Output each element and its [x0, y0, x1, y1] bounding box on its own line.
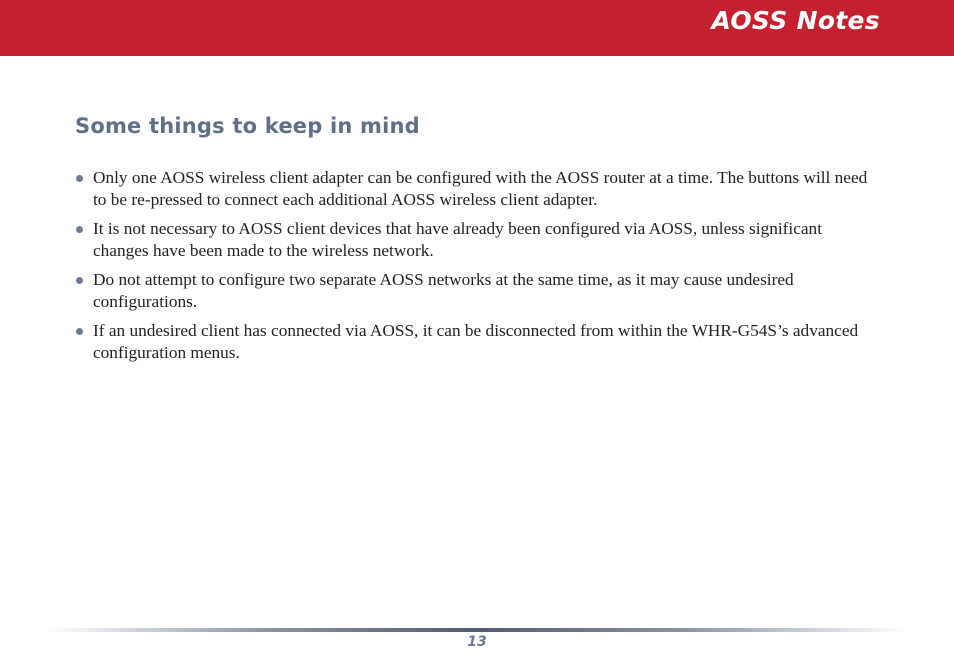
- bullet-icon: [76, 226, 83, 233]
- list-item-text: Only one AOSS wireless client adapter can be configured with the AOSS router at a time. The buttons will need to be re-pressed to connect each additional AOSS wireless client adapter.: [93, 168, 868, 209]
- bullet-icon: [76, 175, 83, 182]
- list-item-text: Do not attempt to configure two separate AOSS networks at the same time, as it may cause undesired configurations.: [93, 270, 794, 311]
- footer-divider: [48, 628, 906, 632]
- bullet-icon: [76, 277, 83, 284]
- list-item: [76, 269, 881, 313]
- list-item: [76, 320, 881, 364]
- section-heading: Some things to keep in mind: [75, 114, 420, 138]
- bullet-icon: [76, 328, 83, 335]
- page-number: 13: [467, 634, 487, 650]
- header-bar: [0, 0, 954, 56]
- notes-list: [76, 167, 881, 371]
- list-item-text: If an undesired client has connected via AOSS, it can be disconnected from within the WHR-G54S’s advanced configuration menus.: [93, 321, 859, 362]
- list-item-text: It is not necessary to AOSS client devices that have already been configured via AOSS, unless significant changes have been made to the wireless network.: [93, 219, 823, 260]
- list-item: [76, 218, 881, 262]
- list-item: [76, 167, 881, 211]
- page-title: AOSS Notes: [711, 6, 880, 35]
